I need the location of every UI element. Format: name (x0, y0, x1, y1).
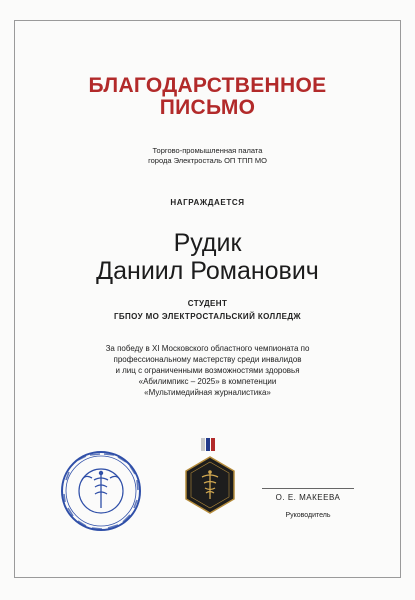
body-line4: «Абилимпикс – 2025» в компетенции (138, 377, 277, 386)
hermes-caduceus-badge-icon (184, 456, 236, 514)
letter-title-line2: ПИСЬМО (159, 96, 256, 119)
signature-line (262, 488, 354, 489)
letter-title-line1: БЛАГОДАРСТВЕННОЕ (88, 74, 327, 97)
signer-name: О. Е. МАКЕЕВА (275, 493, 341, 502)
body-line1: За победу в XI Московского областного чемпионата по (105, 344, 310, 353)
recipient-name: Даниил Романович (96, 257, 319, 285)
recipient-role: СТУДЕНТ (187, 299, 228, 308)
signer-title: Руководитель (285, 512, 331, 519)
issuer-line1: Торгово-промышленная палата (152, 146, 263, 155)
body-line2: профессиональному мастерству среди инвалидов (113, 355, 302, 364)
chamber-of-commerce-stamp-icon (60, 450, 142, 532)
flag-stripe-red (211, 438, 215, 451)
recipient-college: ГБПОУ МО ЭЛЕКТРОСТАЛЬСКИЙ КОЛЛЕДЖ (113, 312, 302, 321)
recipient-surname: Рудик (173, 229, 242, 257)
flag-stripe-blue (206, 438, 210, 451)
awarded-label: НАГРАЖДАЕТСЯ (170, 198, 245, 207)
issuer-line2: города Электросталь ОП ТПП МО (148, 156, 267, 165)
body-line5: «Мультимедийная журналистика» (144, 388, 271, 397)
flag-stripe-white (201, 438, 205, 451)
body-line3: и лиц с ограниченными возможностями здоровья (115, 366, 300, 375)
